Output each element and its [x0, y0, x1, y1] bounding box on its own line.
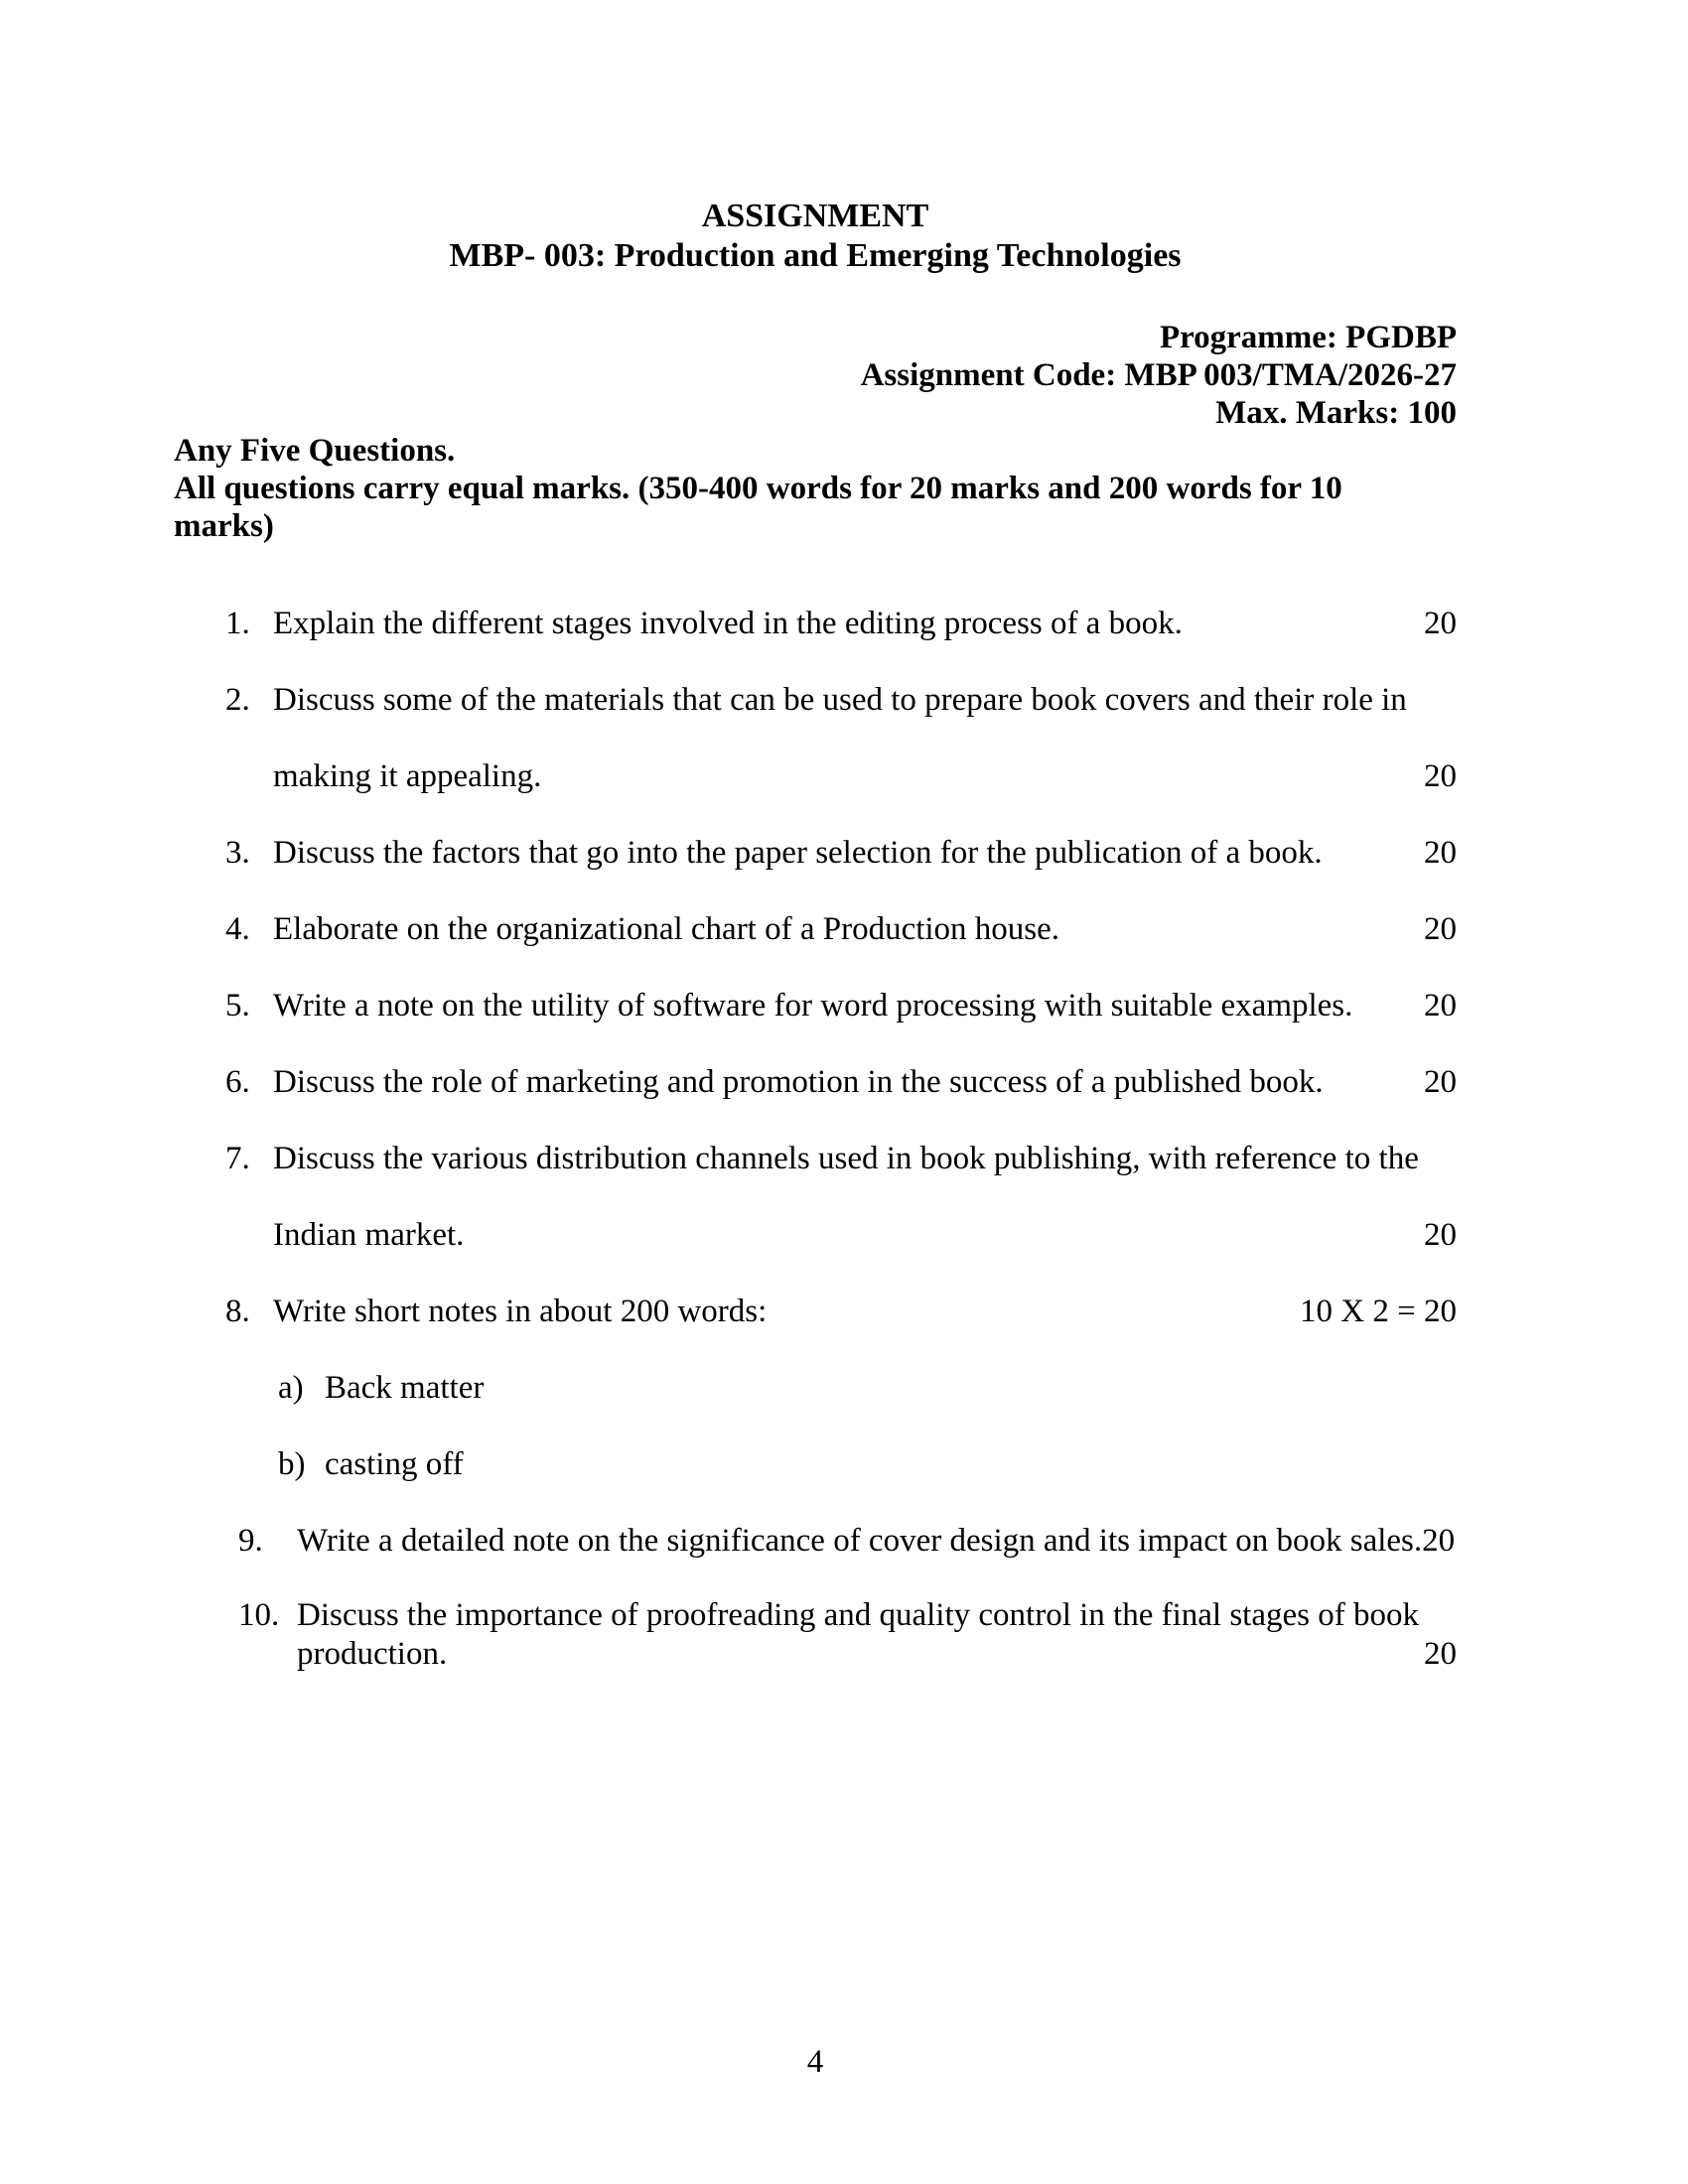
- question-marks: 20: [1424, 606, 1457, 641]
- question-marks: 20: [1424, 911, 1457, 947]
- question-line: [174, 968, 1457, 1044]
- question-number: 5.: [225, 988, 250, 1024]
- question-list: [174, 586, 1457, 1674]
- question-number: 8.: [225, 1294, 250, 1329]
- question-9: [174, 1503, 1457, 1579]
- question-7: [174, 1121, 1457, 1274]
- question-line: [174, 1197, 1457, 1274]
- assignment-meta: [174, 319, 1457, 432]
- question-marks: 20: [1424, 758, 1457, 794]
- subquestion-text: Back matter: [325, 1370, 485, 1406]
- question-4: [174, 891, 1457, 968]
- question-number-spacer: [225, 1197, 273, 1274]
- question-number: 4.: [225, 911, 250, 947]
- question-line: [174, 1274, 1457, 1350]
- question-marks: 20: [1424, 988, 1457, 1024]
- question-6: [174, 1044, 1457, 1121]
- question-text: production.: [297, 1636, 448, 1672]
- question-3: [174, 815, 1457, 891]
- question-text: Write a note on the utility of software for word processing with suitable examples.: [273, 988, 1353, 1024]
- question-text: Write a detailed note on the significance of cover design and its impact on book sales.: [297, 1523, 1423, 1559]
- question-text: Discuss the role of marketing and promotion in the success of a published book.: [273, 1064, 1324, 1100]
- subquestion-line: [174, 1350, 1457, 1427]
- question-line: [174, 815, 1457, 891]
- question-line: [174, 891, 1457, 968]
- question-10: [174, 1596, 1457, 1674]
- instructions: [174, 432, 1457, 545]
- question-line: [174, 1635, 1457, 1674]
- question-line: [174, 1121, 1457, 1197]
- question-number-spacer: [238, 1635, 297, 1674]
- question-8: [174, 1274, 1457, 1503]
- question-number: 10.: [238, 1597, 280, 1633]
- question-line: [174, 1503, 1457, 1579]
- question-number: 1.: [225, 606, 250, 641]
- question-text: Discuss the factors that go into the paper selection for the publication of a book.: [273, 835, 1323, 871]
- question-text: Write short notes in about 200 words:: [273, 1294, 768, 1329]
- max-marks-line: Max. Marks: 100: [1215, 395, 1457, 431]
- question-text: Indian market.: [273, 1217, 465, 1253]
- course-title: MBP- 003: Production and Emerging Technologies: [449, 237, 1182, 274]
- question-text: Elaborate on the organizational chart of a Production house.: [273, 911, 1060, 947]
- question-text: making it appealing.: [273, 758, 542, 794]
- question-text: Explain the different stages involved in the editing process of a book.: [273, 606, 1183, 641]
- subquestion-label: b): [278, 1446, 306, 1482]
- question-text: Discuss the importance of proofreading and quality control in the final stages of book: [297, 1597, 1419, 1633]
- question-line: [174, 662, 1457, 739]
- programme-line: Programme: PGDBP: [1159, 320, 1457, 355]
- question-text: Discuss the various distribution channels used in book publishing, with reference to the: [273, 1141, 1419, 1176]
- question-marks: 20: [1424, 1217, 1457, 1253]
- question-marks: 20: [1424, 835, 1457, 871]
- question-5: [174, 968, 1457, 1044]
- question-line: [174, 586, 1457, 662]
- question-number: 9.: [238, 1523, 263, 1559]
- question-line: [174, 1596, 1457, 1635]
- question-line: [174, 739, 1457, 815]
- subquestion-text: casting off: [325, 1446, 464, 1482]
- question-marks: 20: [1424, 1636, 1457, 1672]
- document-header: [174, 197, 1457, 276]
- question-number: 2.: [225, 682, 250, 718]
- question-text: Discuss some of the materials that can be used to prepare book covers and their role in: [273, 682, 1407, 718]
- question-2: [174, 662, 1457, 815]
- assignment-title: ASSIGNMENT: [701, 198, 929, 234]
- instructions-line-3: marks): [174, 508, 274, 544]
- subquestion-label: a): [278, 1370, 304, 1406]
- question-marks: 20: [1422, 1523, 1456, 1559]
- question-number: 6.: [225, 1064, 250, 1100]
- question-1: [174, 586, 1457, 662]
- instructions-line-2: All questions carry equal marks. (350-400 words for 20 marks and 200 words for 10: [174, 471, 1342, 506]
- assignment-code-line: Assignment Code: MBP 003/TMA/2026-27: [860, 357, 1457, 393]
- question-marks: 20: [1424, 1064, 1457, 1100]
- question-number-spacer: [225, 739, 273, 815]
- question-line: [174, 1044, 1457, 1121]
- question-marks: 10 X 2 = 20: [1300, 1294, 1457, 1329]
- page-number: 4: [806, 2044, 824, 2080]
- subquestion-line: [174, 1427, 1457, 1503]
- question-number: 3.: [225, 835, 250, 871]
- instructions-line-1: Any Five Questions.: [174, 433, 456, 469]
- question-number: 7.: [225, 1141, 250, 1176]
